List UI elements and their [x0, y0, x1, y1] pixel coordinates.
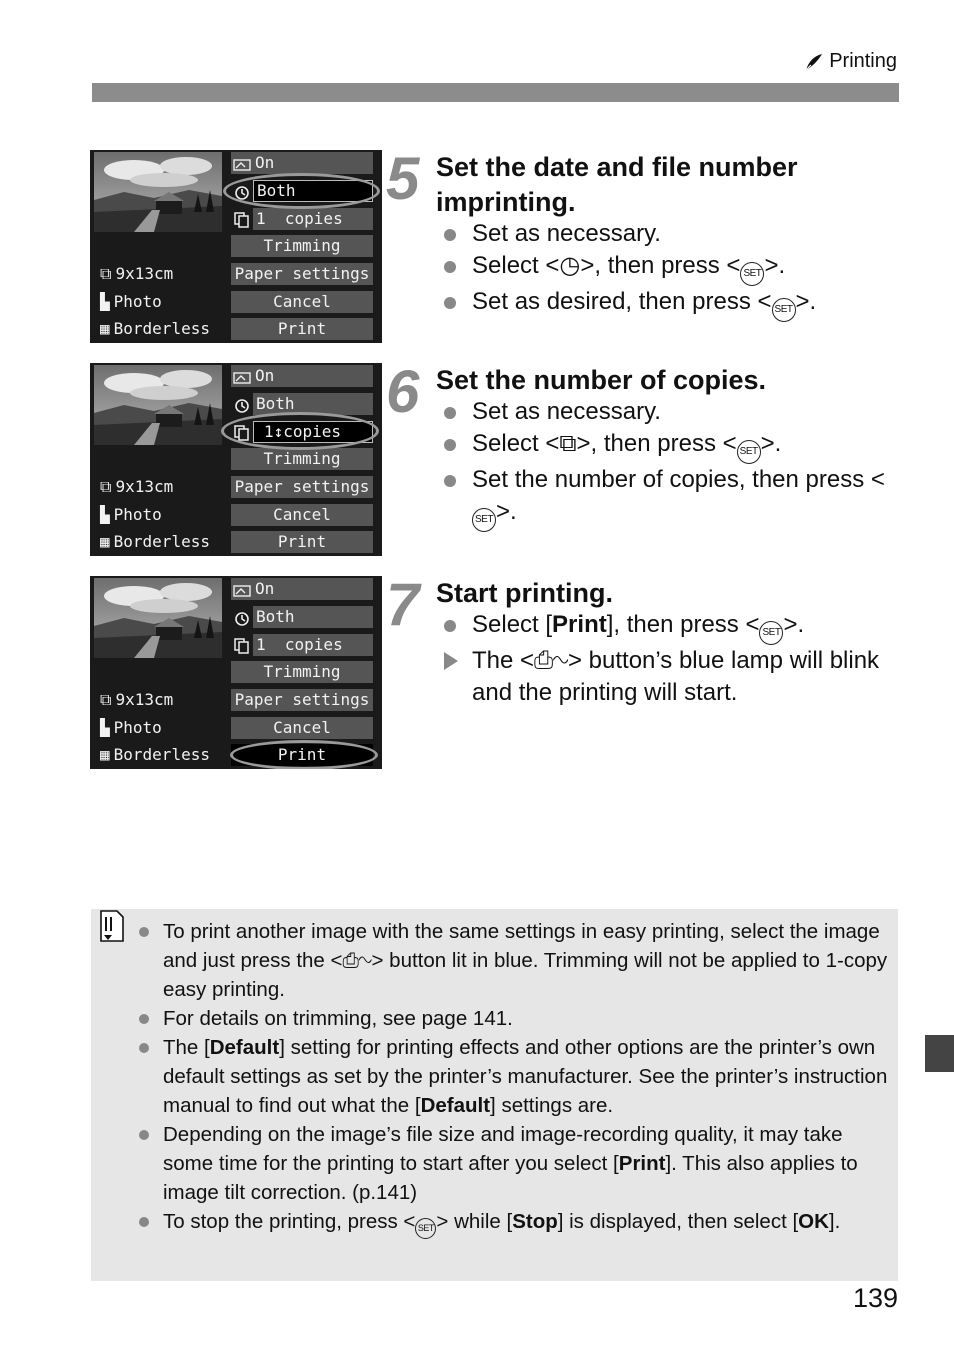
imprint-effect-icon: [233, 156, 251, 174]
instruction-item: Select <⧉>, then press < SET >.: [436, 428, 906, 464]
date-file-option[interactable]: Both: [253, 180, 373, 202]
paper-settings-option[interactable]: Paper settings: [231, 476, 373, 498]
lcd-screen-step-7: [90, 576, 382, 769]
copies-icon: ⧉: [559, 430, 577, 457]
paper-type-icon: ▙: [100, 718, 110, 737]
page-layout-icon: ▦: [100, 319, 110, 338]
step-instructions: [436, 396, 906, 532]
step-number: 7: [386, 571, 420, 638]
date-file-option[interactable]: Both: [253, 606, 373, 628]
set-button-icon: SET: [759, 621, 783, 645]
copies-icon: [233, 637, 251, 655]
note-item: To stop the printing, press < SET > while [Stop] is displayed, then select [OK].: [135, 1207, 890, 1239]
page-layout-info: ▦ Borderless: [100, 745, 210, 764]
set-button-icon: SET: [740, 262, 764, 286]
notes-box: [91, 909, 898, 1281]
page-layout-icon: ▦: [100, 745, 110, 764]
paper-type-info: ▙ Photo: [100, 505, 162, 524]
paper-size-info: ⧉ 9x13cm: [100, 690, 174, 709]
step-number: 6: [386, 358, 420, 425]
imprint-effect-option[interactable]: On: [231, 578, 373, 600]
step-title: Set the date and file number imprinting.: [436, 152, 798, 217]
highlight-ring: [221, 412, 379, 450]
notes-list: [135, 917, 890, 1239]
step-title: Start printing.: [436, 578, 613, 608]
highlight-ring: [223, 173, 380, 209]
date-file-icon: ◷: [559, 252, 581, 279]
date-file-icon: [233, 397, 251, 415]
note-item: For details on trimming, see page 141.: [135, 1004, 890, 1033]
chapter-tab: [925, 1035, 954, 1072]
pen-nib-icon: [803, 51, 825, 73]
page-number: 139: [852, 1283, 898, 1313]
imprint-effect-option[interactable]: On: [231, 152, 373, 174]
set-button-icon: SET: [415, 1218, 436, 1239]
trimming-option[interactable]: Trimming: [231, 235, 373, 257]
paper-settings-option[interactable]: Paper settings: [231, 263, 373, 285]
note-item: To print another image with the same settings in easy printing, select the image and just press the <⎙∿> button lit in blue. Trimming will not be applied to 1-copy easy printing.: [135, 917, 890, 1004]
imprint-effect-option[interactable]: On: [231, 365, 373, 387]
print-option[interactable]: Print: [231, 531, 373, 553]
image-thumbnail: [94, 578, 222, 658]
instruction-item: Set as desired, then press < SET >.: [436, 286, 906, 322]
paper-size-info: ⧉ 9x13cm: [100, 264, 174, 283]
step-instructions: [436, 218, 906, 322]
paper-settings-option[interactable]: Paper settings: [231, 689, 373, 711]
page-layout-info: ▦ Borderless: [100, 532, 210, 551]
imprint-effect-icon: [233, 582, 251, 600]
print-share-icon: ⎙∿: [534, 647, 568, 674]
header-divider-bar: [92, 83, 899, 102]
image-thumbnail: [94, 365, 222, 445]
page-layout-info: ▦ Borderless: [100, 319, 210, 338]
copies-option[interactable]: 1 copies: [253, 208, 373, 230]
trimming-option[interactable]: Trimming: [231, 448, 373, 470]
paper-size-icon: ⧉: [100, 264, 112, 283]
set-button-icon: SET: [737, 440, 761, 464]
lcd-screen-step-6: [90, 363, 382, 556]
lcd-screen-step-5: [90, 150, 382, 343]
section-title: Printing: [829, 50, 897, 72]
print-option[interactable]: Print: [231, 744, 373, 766]
paper-size-icon: ⧉: [100, 690, 112, 709]
paper-size-info: ⧉ 9x13cm: [100, 477, 174, 496]
copies-icon: [233, 211, 251, 229]
copies-option[interactable]: 1↕copies: [253, 421, 373, 443]
image-thumbnail: [94, 152, 222, 232]
step-number: 5: [386, 145, 420, 212]
cancel-option[interactable]: Cancel: [231, 504, 373, 526]
instruction-item: Set as necessary.: [436, 396, 906, 428]
paper-size-icon: ⧉: [100, 477, 112, 496]
imprint-effect-icon: [233, 369, 251, 387]
step-instructions: [436, 609, 906, 709]
instruction-item: Set as necessary.: [436, 218, 906, 250]
instruction-item: Set the number of copies, then press <SET >.: [436, 464, 906, 532]
highlight-ring: [230, 740, 378, 769]
memo-icon: [99, 909, 125, 943]
trimming-option[interactable]: Trimming: [231, 661, 373, 683]
paper-type-info: ▙ Photo: [100, 718, 162, 737]
instruction-item: Select [Print], then press < SET >.: [436, 609, 906, 645]
section-header: [803, 50, 897, 73]
cancel-option[interactable]: Cancel: [231, 291, 373, 313]
paper-type-info: ▙ Photo: [100, 292, 162, 311]
set-button-icon: SET: [472, 508, 496, 532]
step-title: Set the number of copies.: [436, 365, 767, 395]
result-item: The <⎙∿> button’s blue lamp will blink and the printing will start.: [436, 645, 906, 709]
paper-type-icon: ▙: [100, 292, 110, 311]
date-file-icon: [233, 610, 251, 628]
cancel-option[interactable]: Cancel: [231, 717, 373, 739]
note-item: The [Default] setting for printing effects and other options are the printer’s own default settings as set by the printer’s manufacturer. See the printer’s instruction manual to find out what the [Default] settings are.: [135, 1033, 890, 1120]
print-share-icon: ⎙∿: [342, 949, 372, 972]
set-button-icon: SET: [772, 298, 796, 322]
page-layout-icon: ▦: [100, 532, 110, 551]
instruction-item: Select <◷>, then press < SET >.: [436, 250, 906, 286]
date-file-option[interactable]: Both: [253, 393, 373, 415]
note-item: Depending on the image’s file size and image-recording quality, it may take some time for the printing to start after you select [Print]. This also applies to image tilt correction. (p.141): [135, 1120, 890, 1207]
paper-type-icon: ▙: [100, 505, 110, 524]
print-option[interactable]: Print: [231, 318, 373, 340]
copies-option[interactable]: 1 copies: [253, 634, 373, 656]
